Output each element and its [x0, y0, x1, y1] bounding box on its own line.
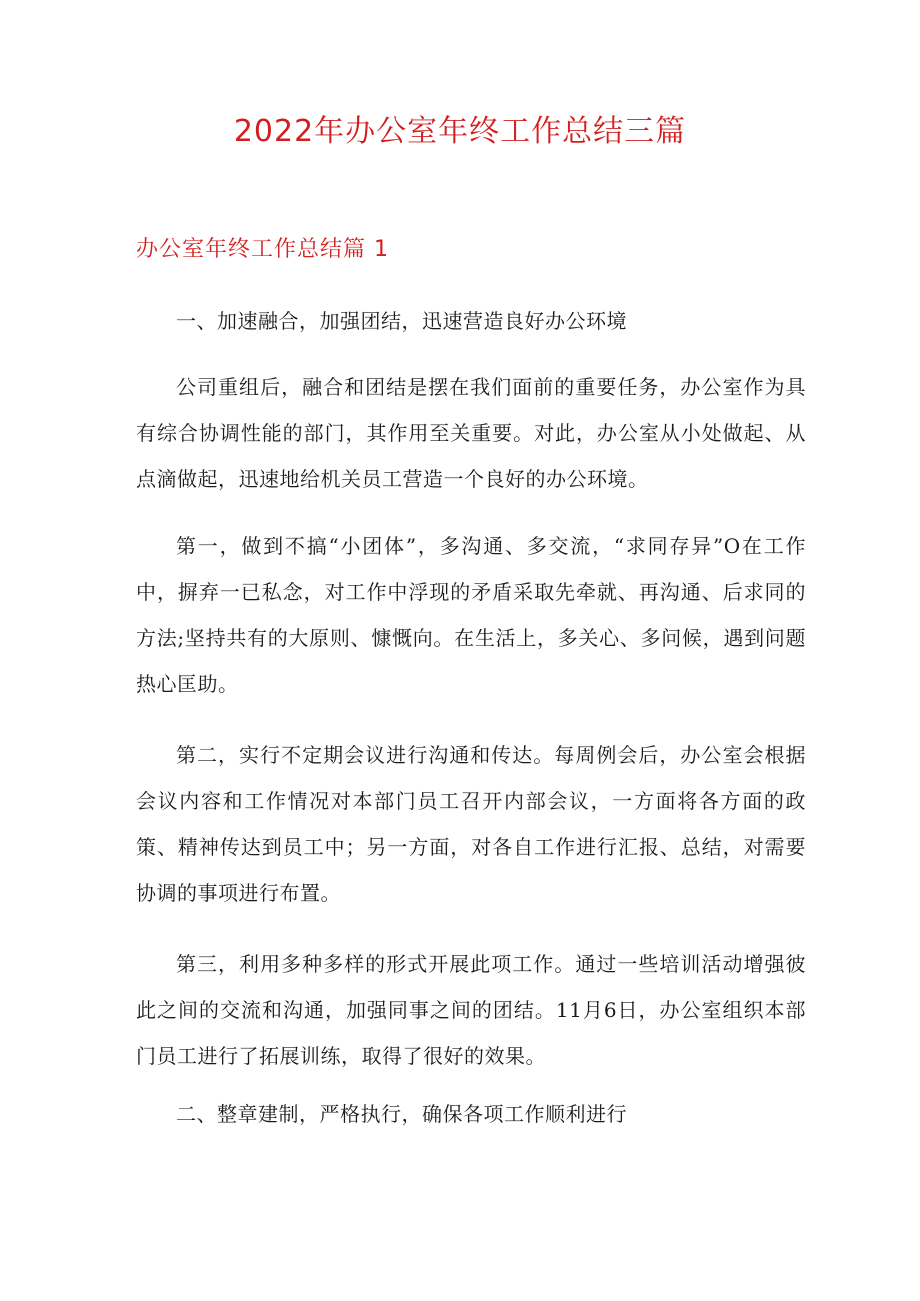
- paragraph-2: 第一，做到不搞“小团体”，多沟通、多交流，“求同存异”O在工作中，摒弃一已私念，对工作中浮现的矛盾采取先牵就、再沟通、后求同的方法;坚持共有的大原则、慷慨向。在生活上，多关心、多问候，遇到问题热心匡助。: [136, 534, 806, 696]
- sub-heading-2: 二、整章建制，严格执行，确保各项工作顺利进行: [176, 1102, 627, 1126]
- sub-heading-1: 一、加速融合，加强团结，迅速营造良好办公环境: [176, 309, 627, 333]
- paragraph-3: 第二，实行不定期会议进行沟通和传达。每周例会后，办公室会根据会议内容和工作情况对本部门员工召开内部会议，一方面将各方面的政策、精神传达到员工中；另一方面，对各自工作进行汇报、总结，对需要协调的事项进行布置。: [136, 743, 806, 905]
- paragraph-1: 公司重组后，融合和团结是摆在我们面前的重要任务，办公室作为具有综合协调性能的部门，其作用至关重要。对此，办公室从小处做起、从点滴做起，迅速地给机关员工营造一个良好的办公环境。: [136, 375, 806, 491]
- document-title: 2022年办公室年终工作总结三篇: [233, 114, 687, 149]
- section-heading: 办公室年终工作总结篇 1: [136, 237, 389, 262]
- paragraph-4: 第三，利用多种多样的形式开展此项工作。通过一些培训活动增强彼此之间的交流和沟通，加强同事之间的团结。11月6日，办公室组织本部门员工进行了拓展训练，取得了很好的效果。: [136, 952, 806, 1068]
